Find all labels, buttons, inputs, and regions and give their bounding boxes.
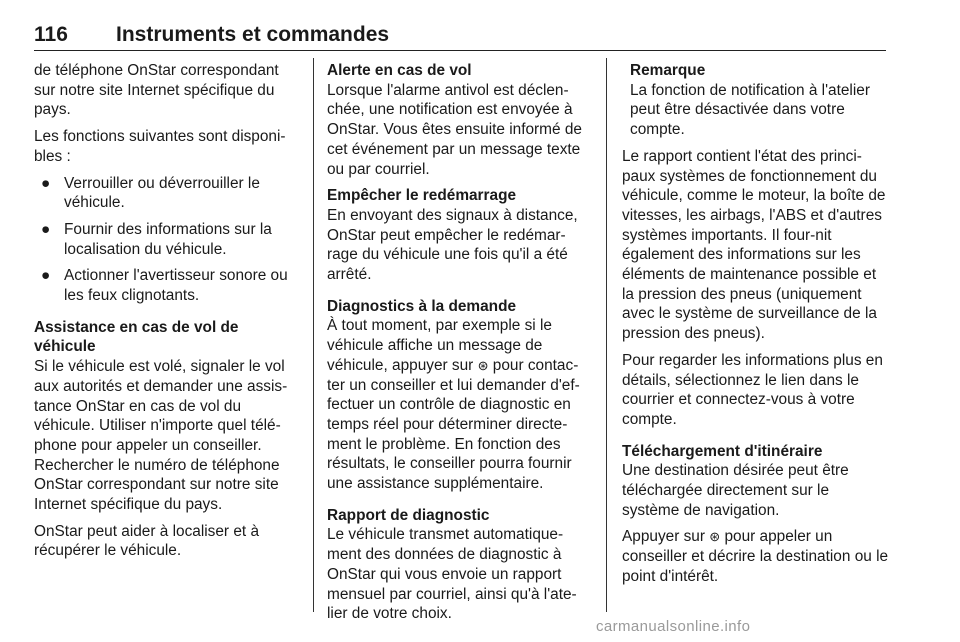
text-run: À tout moment, par exemple si le véhicule affiche un message de véhicule, appuyer sur: [327, 317, 552, 374]
section-heading: Diagnostics à la demande: [327, 297, 517, 315]
paragraph: En envoyant des signaux à distance, OnStar peut empêcher le redémar-rage du véhicule une fois qu'il a été arrêté.: [327, 206, 578, 284]
paragraph: Les fonctions suivantes sont disponi-bles :: [34, 128, 286, 165]
page-header: [34, 22, 886, 50]
section-heading: Rapport de diagnostic: [327, 506, 490, 524]
onstar-button-icon: ⊛: [477, 357, 489, 373]
column-2: [327, 61, 592, 631]
text-run: pour contac-ter un conseiller et lui demander d'ef-fectuer un contrôle de diagnostic en temps réel pour déterminer directe-ment le problème. En fonction des résultats, le conseiller pourra fournir une assistance supplémentaire.: [327, 356, 580, 493]
paragraph: Le véhicule transmet automatique-ment des données de diagnostic à OnStar qui vous envoie un rapport mensuel par courriel, ainsi qu'à l'ate-lier de votre choix.: [327, 526, 577, 623]
list-item: [34, 174, 300, 213]
section-heading: Assistance en cas de vol de véhicule: [34, 318, 239, 356]
onstar-button-icon: ⊛: [709, 529, 721, 545]
bullet-icon: ●: [41, 220, 51, 238]
bullet-icon: ●: [41, 267, 51, 285]
section-heading: Alerte en cas de vol: [327, 62, 472, 79]
section-diagnostic-report: [327, 506, 592, 624]
list-item-text: Verrouiller ou déverrouiller le véhicule.: [64, 174, 260, 212]
paragraph: [327, 316, 592, 493]
section-route-download: [622, 442, 890, 521]
section-diagnostics-on-demand: [327, 297, 592, 494]
page-title: Instruments et commandes: [116, 23, 390, 46]
watermark: carmanualsonline.info: [596, 618, 751, 635]
text-run: pour appeler un conseiller et décrire la destination ou le point d'intérêt.: [622, 528, 889, 585]
column-divider-1: [313, 58, 314, 612]
paragraph: OnStar peut aider à localiser et à récupérer le véhicule.: [34, 522, 259, 560]
paragraph: Si le véhicule est volé, signaler le vol aux autorités et demander une assis-tance OnStar en cas de vol du véhicule. Utiliser n'importe quel télé-phone pour appeler un conseiller. Rechercher le numéro de téléphone OnStar correspondant sur notre site Internet spécifique du pays.: [34, 358, 288, 514]
header-divider: [34, 50, 886, 51]
feature-list: [34, 174, 300, 306]
bullet-icon: ●: [41, 174, 51, 192]
paragraph: Le rapport contient l'état des princi-paux systèmes de fonctionnement du véhicule, comme le moteur, la boîte de vitesses, les airbags, l'ABS et d'autres systèmes importants. Il four-nit également des informations sur les éléments de maintenance possible et la pression des pneus (uniquement avec le système de surveillance de la pression des pneus).: [622, 147, 886, 343]
list-item: [34, 266, 300, 305]
column-divider-2: [606, 58, 607, 612]
list-item-text: Fournir des informations sur la localisation du véhicule.: [64, 220, 272, 258]
paragraph: Pour regarder les informations plus en détails, sélectionnez le lien dans le courrier et connectez-vous à votre compte.: [622, 351, 883, 428]
paragraph: de téléphone OnStar correspondant sur notre site Internet spécifique du pays.: [34, 62, 279, 119]
column-1: [34, 61, 300, 568]
text-run: Appuyer sur: [622, 528, 705, 546]
section-heading: Empêcher le redémarrage: [327, 187, 517, 205]
section-theft-alert: [327, 61, 592, 179]
section-theft-assistance: [34, 318, 300, 515]
note-body: La fonction de notification à l'atelier peut être désactivée dans votre compte.: [630, 81, 870, 139]
column-3: [622, 61, 890, 594]
note-box: [622, 61, 890, 140]
section-restart-prevention: [327, 186, 592, 285]
paragraph: Une destination désirée peut être téléchargée directement sur le système de navigation.: [622, 462, 849, 519]
list-item-text: Actionner l'avertisseur sonore ou les feux clignotants.: [64, 267, 288, 305]
note-heading: Remarque: [630, 62, 706, 79]
paragraph: [622, 527, 890, 586]
section-heading: Téléchargement d'itinéraire: [622, 442, 823, 460]
list-item: [34, 220, 300, 259]
paragraph: Lorsque l'alarme antivol est déclen-chée, une notification est envoyée à OnStar. Vous êtes ensuite informé de cet événement par un message texte ou par courriel.: [327, 81, 582, 178]
page-number: 116: [34, 23, 68, 46]
